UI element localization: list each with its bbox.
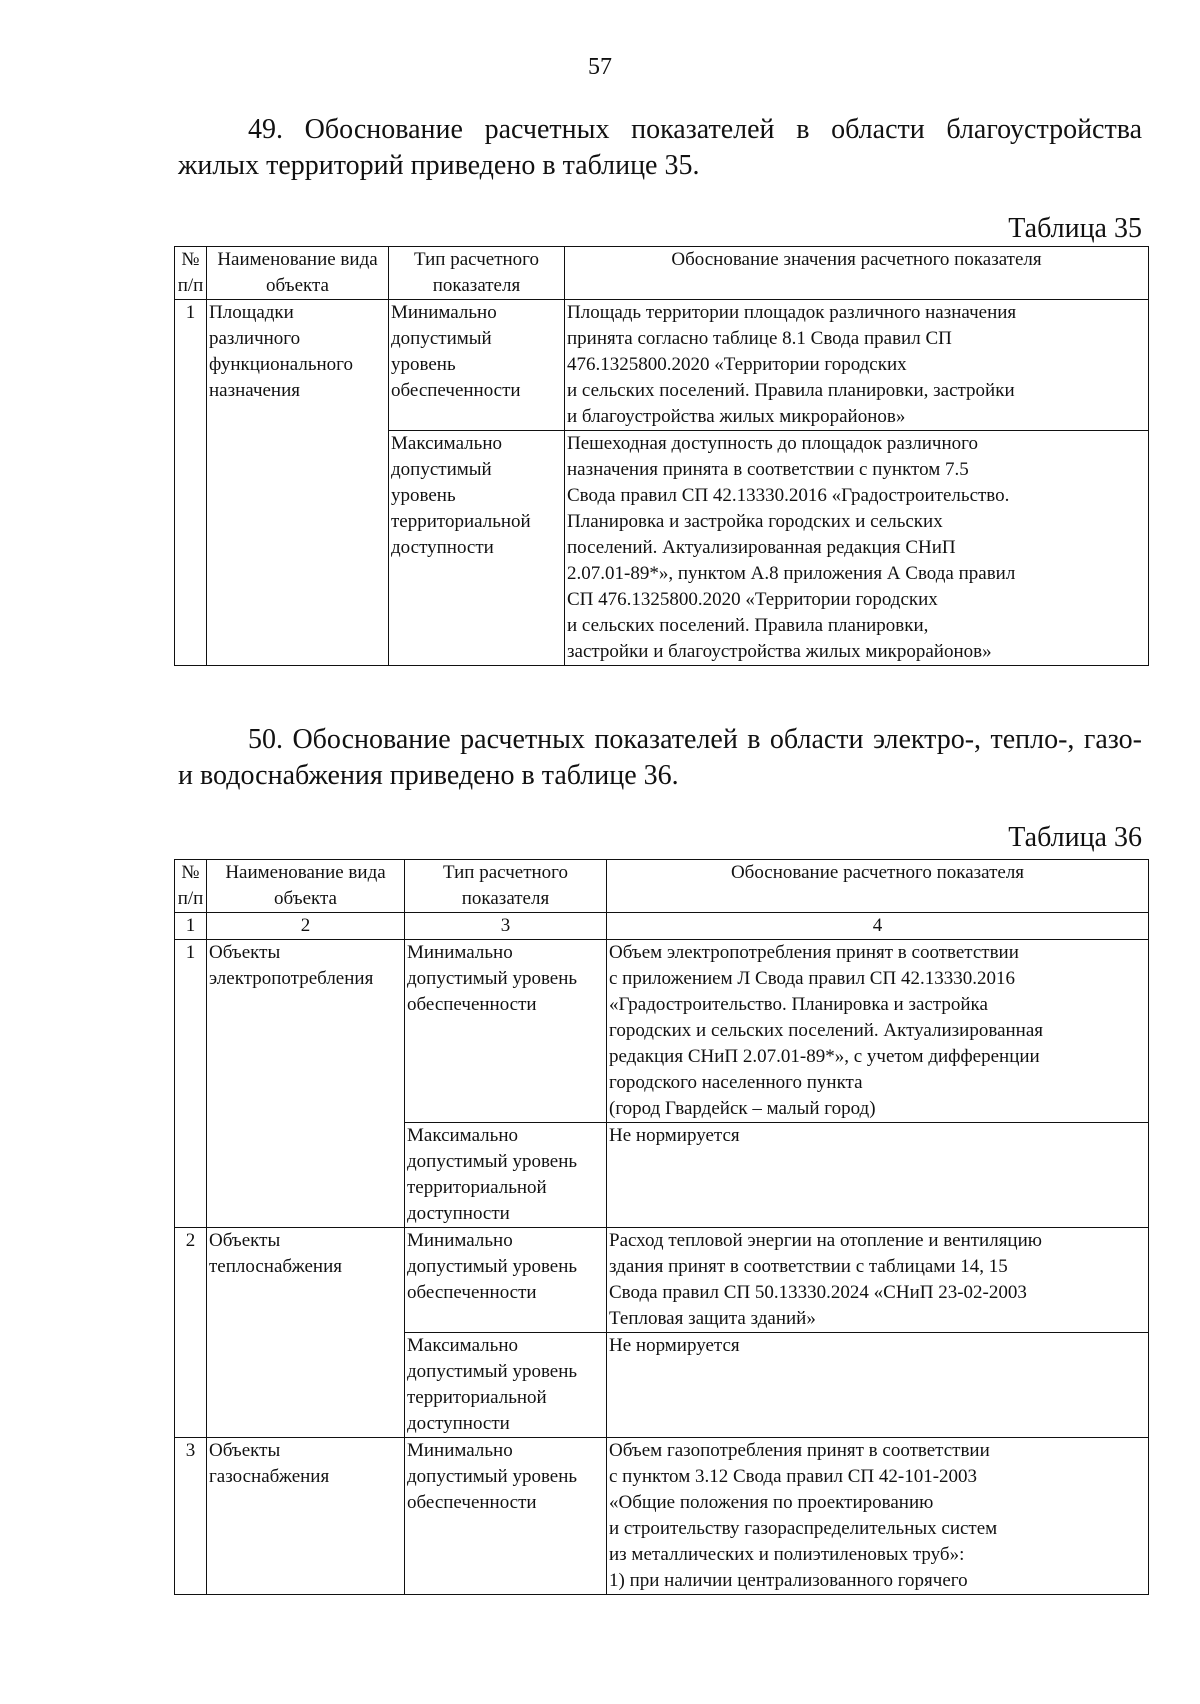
- cell-name: Объекты электропотребления: [207, 940, 405, 1228]
- cell-basis: Пешеходная доступность до площадок различного назначения принята в соответствии с пунктом 7.5 Свода правил СП 42.13330.2016 «Градостроительство. Планировка и застройка городских и сельских поселений. Актуализированная редакция СНиП 2.07.01-89*», пунктом А.8 приложения А Свода правил СП 476.1325800.2020 «Территории городских и сельских поселений. Правила планировки, застройки и благоустройства жилых микрорайонов»: [565, 431, 1149, 666]
- header-name: Наименование вида объекта: [207, 247, 389, 300]
- cell-type: Максимально допустимый уровень территориальной доступности: [405, 1123, 607, 1228]
- table-36-caption: Таблица 36: [1008, 822, 1142, 853]
- cell-basis: Площадь территории площадок различного назначения принята согласно таблице 8.1 Свода правил СП 476.1325800.2020 «Территории городских и сельских поселений. Правила планировки, застройки и благоустройства жилых микрорайонов»: [565, 300, 1149, 431]
- cell-num: 3: [175, 1438, 207, 1595]
- cell-type: Максимально допустимый уровень территориальной доступности: [405, 1333, 607, 1438]
- table-row: [175, 1438, 1149, 1595]
- page-number: 57: [588, 54, 612, 80]
- cell-basis: Объем электропотребления принят в соответствии с приложением Л Свода правил СП 42.13330.2016 «Градостроительство. Планировка и застройка городских и сельских поселений. Актуализированная редакция СНиП 2.07.01-89*», с учетом дифференции городского населенного пункта (город Гвардейск – малый город): [607, 940, 1149, 1123]
- cell-type: Минимально допустимый уровень обеспеченности: [389, 300, 565, 431]
- table-header-row: [175, 860, 1149, 913]
- cell-name: Объекты теплоснабжения: [207, 1228, 405, 1438]
- header-type: Тип расчетного показателя: [389, 247, 565, 300]
- cell-num: 1: [175, 300, 207, 666]
- column-number: 3: [405, 913, 607, 940]
- header-basis: Обоснование значения расчетного показателя: [565, 247, 1149, 300]
- cell-type: Минимально допустимый уровень обеспеченности: [405, 940, 607, 1123]
- table-35: [174, 246, 1149, 666]
- table-35-caption: Таблица 35: [1008, 213, 1142, 244]
- table-row: [175, 300, 1149, 431]
- header-num: № п/п: [175, 860, 207, 913]
- table-row: [175, 940, 1149, 1123]
- cell-name: Объекты газоснабжения: [207, 1438, 405, 1595]
- cell-basis: Не нормируется: [607, 1333, 1149, 1438]
- cell-basis: Не нормируется: [607, 1123, 1149, 1228]
- cell-basis: Расход тепловой энергии на отопление и вентиляцию здания принят в соответствии с таблицами 14, 15 Свода правил СП 50.13330.2024 «СНиП 23-02-2003 Тепловая защита зданий»: [607, 1228, 1149, 1333]
- cell-name: Площадки различного функционального назначения: [207, 300, 389, 666]
- paragraph-50: 50. Обоснование расчетных показателей в области электро-, тепло-, газо- и водоснабжения приведено в таблице 36.: [178, 724, 1142, 791]
- cell-basis: Объем газопотребления принят в соответствии с пунктом 3.12 Свода правил СП 42-101-2003 «Общие положения по проектированию и строительству газораспределительных систем из металлических и полиэтиленовых труб»: 1) при наличии централизованного горячего: [607, 1438, 1149, 1595]
- header-name: Наименование вида объекта: [207, 860, 405, 913]
- column-number: 4: [607, 913, 1149, 940]
- header-basis: Обоснование расчетного показателя: [607, 860, 1149, 913]
- cell-num: 1: [175, 940, 207, 1228]
- column-number: 1: [175, 913, 207, 940]
- cell-type: Минимально допустимый уровень обеспеченности: [405, 1438, 607, 1595]
- cell-num: 2: [175, 1228, 207, 1438]
- table-36: [174, 859, 1149, 1595]
- cell-type: Максимально допустимый уровень территориальной доступности: [389, 431, 565, 666]
- table-header-row: [175, 247, 1149, 300]
- paragraph-49: 49. Обоснование расчетных показателей в области благоустройства жилых территорий приведено в таблице 35.: [178, 114, 1142, 181]
- cell-type: Минимально допустимый уровень обеспеченности: [405, 1228, 607, 1333]
- table-row: [175, 1228, 1149, 1333]
- header-type: Тип расчетного показателя: [405, 860, 607, 913]
- column-number: 2: [207, 913, 405, 940]
- header-num: № п/п: [175, 247, 207, 300]
- column-number-row: [175, 913, 1149, 940]
